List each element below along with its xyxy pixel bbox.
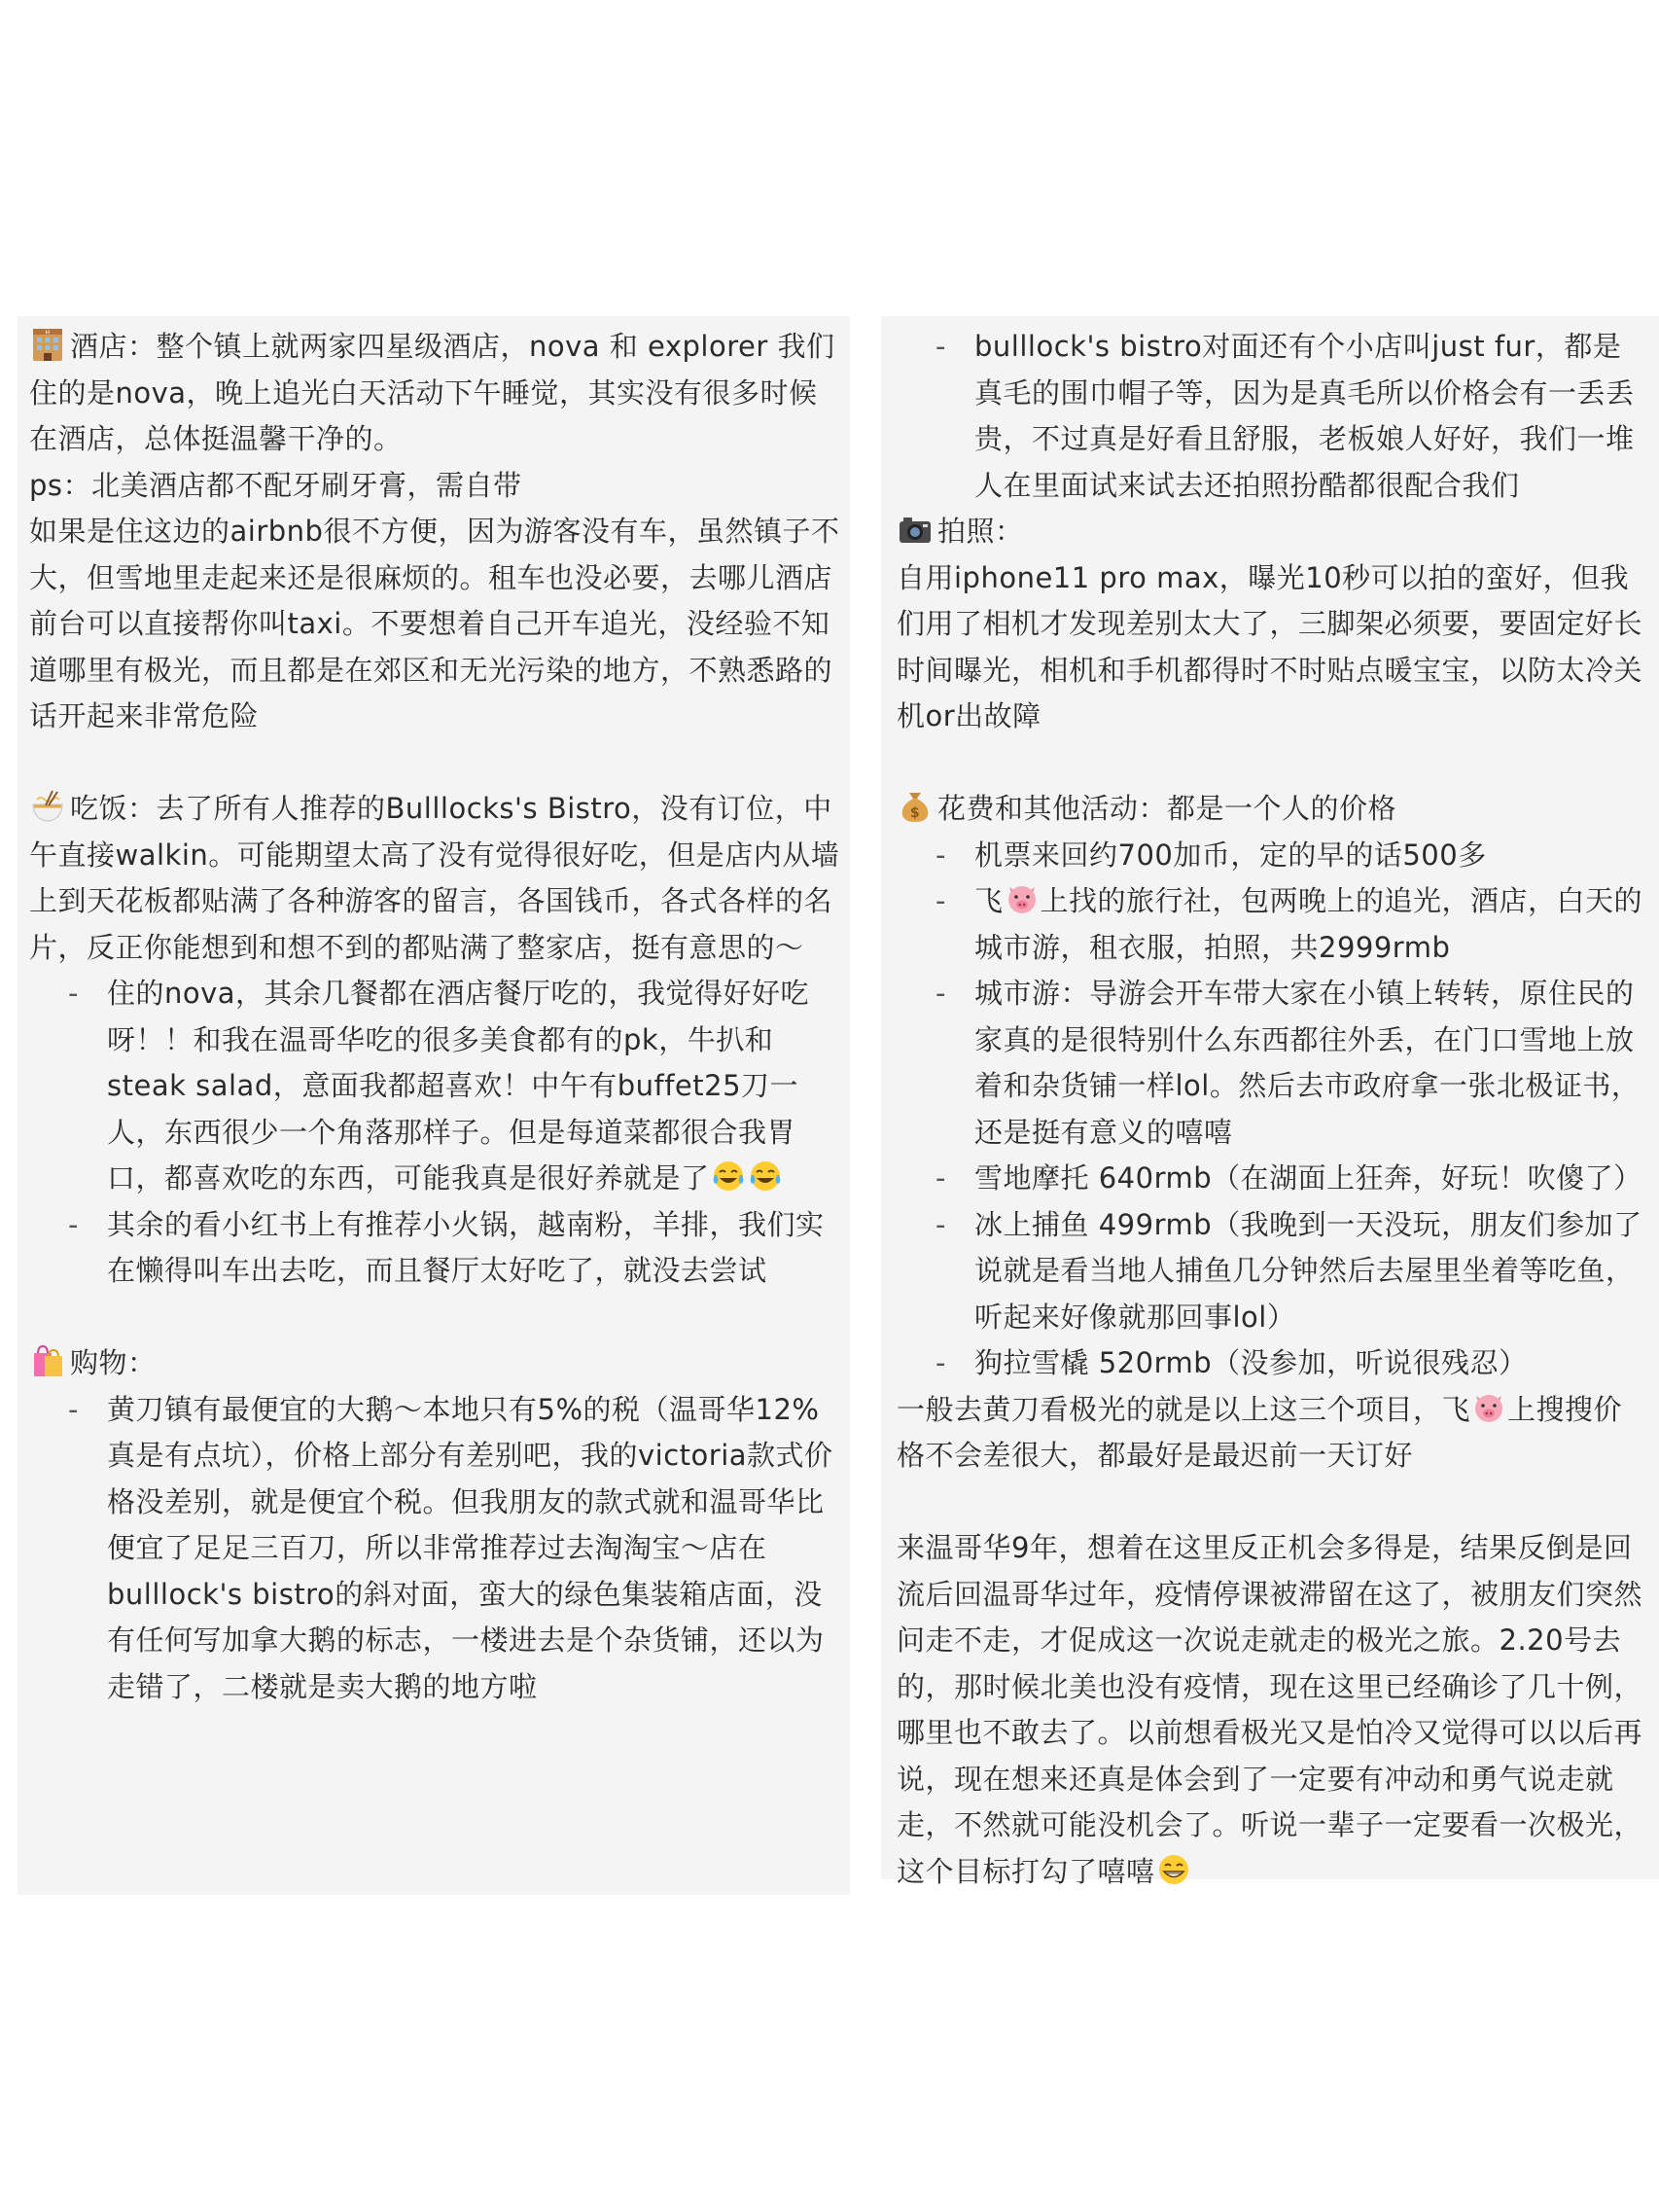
pig-face-emoji <box>1471 1390 1506 1425</box>
shopping-heading: 购物： <box>29 1340 846 1387</box>
closing-paragraph: 来温哥华9年，想着在这里反正机会多得是，结果反倒是回流后回温哥华过年，疫情停课被滞留在这了，被朋友们突然问走不走，才促成这一次说走就走的极光之旅。2.20号去的，那时候北美也没有疫情，现在这里已经确诊了几十例，哪里也不敢去了。以前想看极光又是怕冷又觉得可以以后再说，现在想来还真是体会到了一定要有冲动和勇气说走就走，不然就可能没机会了。听说一辈子一定要看一次极光，这个目标打勾了嘻嘻 <box>897 1531 1643 1888</box>
noodle-bowl-icon <box>29 788 66 825</box>
list-item: - 冰上捕鱼 499rmb（我晚到一天没玩，朋友们参加了说就是看当地人捕鱼几分钟然后去屋里坐着等吃鱼，听起来好像就那回事lol） <box>974 1202 1645 1341</box>
list-item: - 城市游：导游会开车带大家在小镇上转转，原住民的家真的是很特别什么东西都往外丢，在门口雪地上放着和杂货铺一样lol。然后去市政府拿一张北极证书，还是挺有意义的嘻嘻 <box>974 971 1645 1156</box>
photo-paragraph: 自用iphone11 pro max，曝光10秒可以拍的蛮好，但我们用了相机才发现差别太大了，三脚架必须要，要固定好长时间曝光，相机和手机都得时不时贴点暖宝宝，以防太冷关机or出故障 <box>897 560 1643 732</box>
list-item: - 雪地摩托 640rmb（在湖面上狂奔，好玩！吹傻了） <box>974 1156 1645 1202</box>
costs-list <box>897 833 1645 1387</box>
hotel-airbnb-note: 如果是住这边的airbnb很不方便，因为游客没有车，虽然镇子不大，但雪地里走起来还是很麻烦的。租车也没必要，去哪儿酒店前台可以直接帮你叫taxi。不要想着自己开车追光，没经验不知道哪里有极光，而且都是在郊区和无光污染的地方，不熟悉路的话开起来非常危险 <box>29 515 840 732</box>
camera-icon <box>897 511 934 548</box>
money-bag-icon <box>897 788 934 825</box>
svg-text:H: H <box>45 329 51 337</box>
left-column <box>18 316 850 1895</box>
svg-text:$: $ <box>909 805 921 821</box>
costs-summary: 一般去黄刀看极光的就是以上这三个项目，飞 上搜搜价格不会差很大，都最好是最迟前一天订好 <box>897 1387 1645 1480</box>
list-item: - 其余的看小红书上有推荐小火锅，越南粉，羊排，我们实在懒得叫车出去吃，而且餐厅太好吃了，就没去尝试 <box>107 1202 846 1295</box>
tears-of-joy-emoji <box>711 1159 746 1194</box>
hotel-icon <box>29 326 66 363</box>
tears-of-joy-emoji <box>748 1159 783 1194</box>
list-item: - 机票来回约700加币，定的早的话500多 <box>974 833 1645 879</box>
shopping-bags-icon <box>29 1342 66 1379</box>
list-item: - 狗拉雪橇 520rmb（没参加，听说很残忍） <box>974 1340 1645 1387</box>
shopping-list-continued <box>897 324 1645 509</box>
list-item: - 黄刀镇有最便宜的大鹅～本地只有5%的税（温哥华12%真是有点坑），价格上部分有差别吧，我的victoria款式价格没差别，就是便宜个税。但我朋友的款式就和温哥华比便宜了足足三百刀，所以非常推荐过去淘淘宝～店在bulllock's bistro的斜对面，蛮大的绿色集装箱店面，没有任何写加拿大鹅的标志，一楼进去是个杂货铺，还以为走错了，二楼就是卖大鹅的地方啦 <box>107 1387 846 1711</box>
right-column <box>881 316 1659 1888</box>
food-paragraph: 吃饭：去了所有人推荐的Bulllocks's Bistro，没有订位，中午直接walkin。可能期望太高了没有觉得很好吃，但是店内从墙上到天花板都贴满了各种游客的留言，各国钱币，各式各样的名片，反正你能想到和想不到的都贴满了整家店，挺有意思的～ <box>29 786 846 971</box>
grinning-face-emoji <box>1156 1852 1191 1887</box>
hotel-ps: ps：北美酒店都不配牙刷牙膏，需自带 <box>29 468 522 502</box>
pig-face-emoji <box>1005 881 1040 916</box>
shopping-list <box>29 1387 846 1711</box>
list-item: - 飞 上找的旅行社，包两晚上的追光，酒店，白天的城市游，租衣服，拍照，共2999rmb <box>974 878 1645 971</box>
list-item: - bulllock's bistro对面还有个小店叫just fur，都是真毛的围巾帽子等，因为是真毛所以价格会有一丢丢贵，不过真是好看且舒服，老板娘人好好，我们一堆人在里面试来试去还拍照扮酷都很配合我们 <box>974 324 1645 509</box>
photo-heading: 拍照： <box>897 509 1645 555</box>
food-list <box>29 971 846 1295</box>
list-item: - 住的nova，其余几餐都在酒店餐厅吃的，我觉得好好吃呀！！和我在温哥华吃的很多美食都有的pk，牛扒和steak salad，意面我都超喜欢！中午有buffet25刀一人，东西很少一个角落那样子。但是每道菜都很合我胃口，都喜欢吃的东西，可能我真是很好养就是了 <box>107 971 846 1202</box>
hotel-paragraph: H 酒店：整个镇上就两家四星级酒店，nova 和 explorer 我们住的是nova，晚上追光白天活动下午睡觉，其实没有很多时候在酒店，总体挺温馨干净的。 <box>29 324 846 463</box>
costs-heading: $ 花费和其他活动：都是一个人的价格 <box>897 786 1645 833</box>
